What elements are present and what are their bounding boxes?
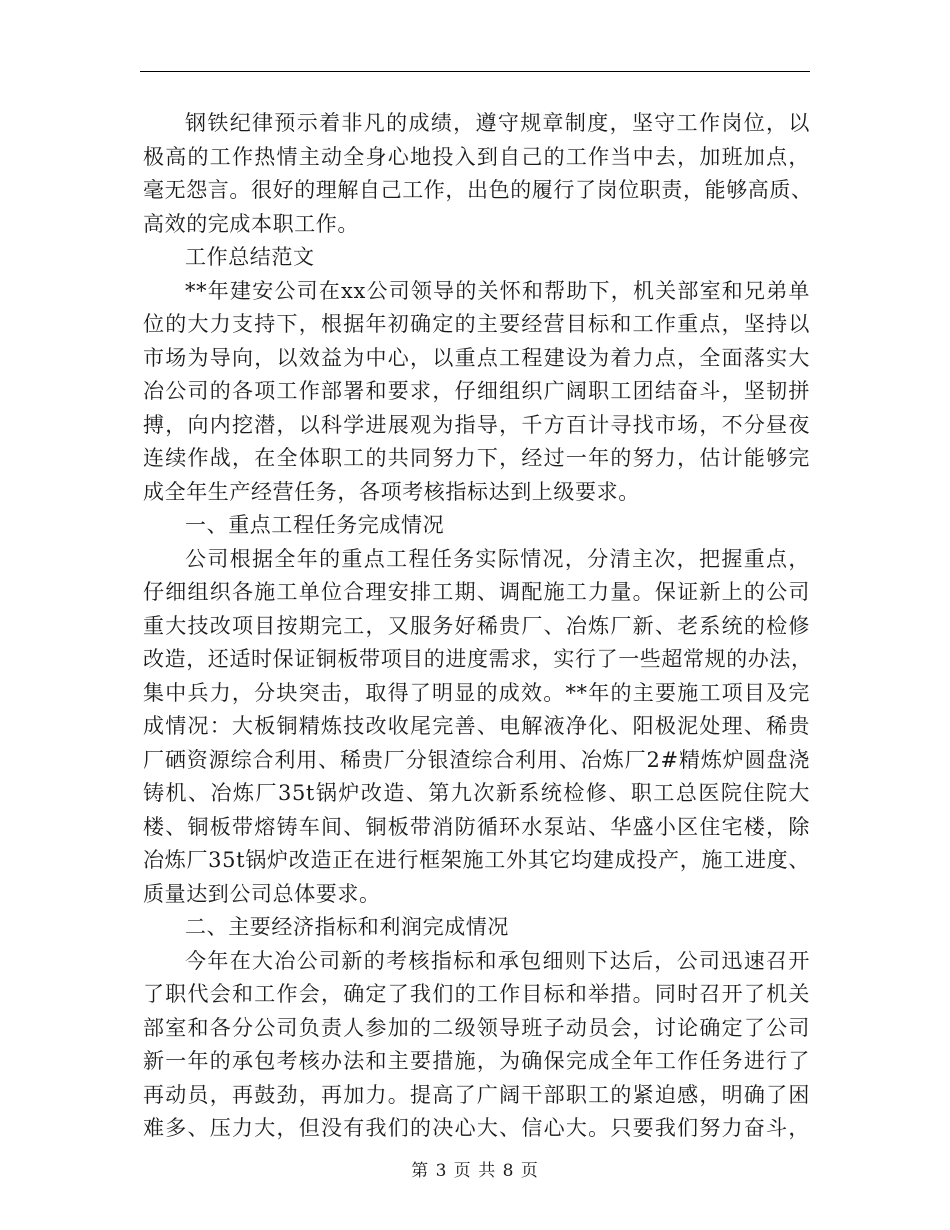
paragraph-line: 搏，向内挖潜，以科学进展观为指导，千方百计寻找市场，不分昼夜 bbox=[143, 412, 810, 437]
paragraph-line: 仔细组织各施工单位合理安排工期、调配施工力量。保证新上的公司 bbox=[143, 580, 810, 604]
paragraph-line: 改造，还适时保证铜板带项目的进度需求，实行了一些超常规的办法， bbox=[143, 647, 813, 671]
paragraph-line: 重大技改项目按期完工，又服务好稀贵厂、冶炼厂新、老系统的检修 bbox=[143, 613, 810, 638]
paragraph-line: 再动员，再鼓劲，再加力。提高了广阔干部职工的紧迫感，明确了困 bbox=[143, 1082, 810, 1107]
paragraph-line: 难多、压力大，但没有我们的决心大、信心大。只要我们努力奋斗， bbox=[143, 1116, 810, 1140]
paragraph-line: 冶公司的各项工作部署和要求，仔细组织广阔职工团结奋斗，坚韧拼 bbox=[143, 379, 810, 403]
paragraph-line: 成全年生产经营任务，各项考核指标达到上级要求。 bbox=[143, 479, 640, 504]
section-heading: 一、重点工程任务完成情况 bbox=[185, 513, 445, 537]
paragraph-line: 新一年的承包考核办法和主要措施，为确保完成全年工作任务进行了 bbox=[143, 1049, 810, 1073]
paragraph-line: 部室和各分公司负责人参加的二级领导班子动员会，讨论确定了公司 bbox=[143, 1015, 810, 1040]
paragraph-line: 位的大力支持下，根据年初确定的主要经营目标和工作重点，坚持以 bbox=[143, 312, 810, 336]
paragraph-line: 极高的工作热情主动全身心地投入到自己的工作当中去，加班加点， bbox=[143, 144, 810, 169]
paragraph-line: 钢铁纪律预示着非凡的成绩，遵守规章制度，坚守工作岗位，以 bbox=[185, 111, 810, 135]
paragraph-line: 楼、铜板带熔铸车间、铜板带消防循环水泵站、华盛小区住宅楼，除 bbox=[143, 814, 810, 839]
paragraph-line: 厂硒资源综合利用、稀贵厂分银渣综合利用、冶炼厂2#精炼炉圆盘浇 bbox=[143, 747, 810, 772]
paragraph-line: 成情况：大板铜精炼技改收尾完善、电解液净化、阳极泥处理、稀贵 bbox=[143, 714, 810, 738]
paragraph-line: 质量达到公司总体要求。 bbox=[143, 881, 381, 906]
document-body bbox=[143, 107, 813, 1146]
paragraph-line: 市场为导向，以效益为中心，以重点工程建设为着力点，全面落实大 bbox=[143, 345, 810, 370]
paragraph-line: 集中兵力，分块突击，取得了明显的成效。**年的主要施工项目及完 bbox=[143, 680, 810, 705]
paragraph-line: 公司根据全年的重点工程任务实际情况，分清主次，把握重点， bbox=[185, 546, 810, 571]
section-heading: 工作总结范文 bbox=[185, 245, 315, 269]
paragraph-line: 毫无怨言。很好的理解自己工作，出色的履行了岗位职责，能够高质、 bbox=[143, 178, 813, 202]
paragraph-line: 了职代会和工作会，确定了我们的工作目标和举措。同时召开了机关 bbox=[143, 982, 810, 1006]
paragraph-line: 连续作战，在全体职工的共同努力下，经过一年的努力，估计能够完 bbox=[143, 446, 810, 470]
header-rule bbox=[140, 71, 810, 72]
paragraph-line: 今年在大冶公司新的考核指标和承包细则下达后，公司迅速召开 bbox=[185, 948, 810, 973]
paragraph-line: 高效的完成本职工作。 bbox=[143, 211, 359, 236]
section-heading: 二、主要经济指标和利润完成情况 bbox=[185, 915, 509, 939]
paragraph-line: 铸机、冶炼厂35t锅炉改造、第九次新系统检修、职工总医院住院大 bbox=[143, 781, 810, 805]
page-number-footer: 第 3 页 共 8 页 bbox=[411, 1161, 539, 1181]
paragraph-line: 冶炼厂35t锅炉改造正在进行框架施工外其它均建成投产，施工进度、 bbox=[143, 848, 810, 872]
paragraph-line: **年建安公司在xx公司领导的关怀和帮助下，机关部室和兄弟单 bbox=[185, 278, 810, 303]
